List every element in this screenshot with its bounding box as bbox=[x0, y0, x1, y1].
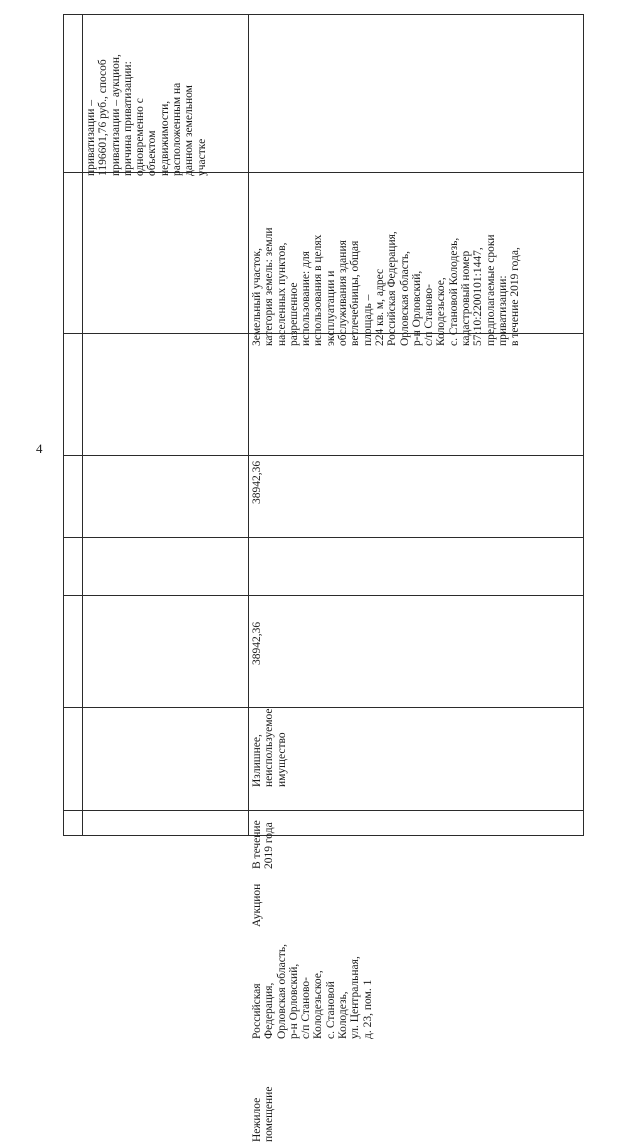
value-cell bbox=[249, 173, 584, 504]
value-cell bbox=[249, 334, 584, 665]
land-plot-text: Земельный участок, категория земель: земли населенных пунктов, разрешенное использование: для использования в целях эксплуатации и обслуживания здания ветлечебницы, общая площадь – 224 кв. м, адрес Российская Федерация, Орловская область, р-н Орловский, с/п Станово- Колодезьское, с. Становой Колодезь, кадастровый номер 57:10:2200101:1447, предполагаемые сроки приватизации: в течение 2019 года, bbox=[251, 227, 522, 346]
method-text: Аукцион bbox=[251, 883, 263, 927]
reason-text: Излишнее, неиспользуемое имущество bbox=[251, 708, 288, 787]
value-text: 38942,36 bbox=[251, 460, 263, 504]
term-text: В течение 2019 года bbox=[251, 820, 276, 869]
value-text: 38942,36 bbox=[251, 621, 263, 665]
continuation-cell bbox=[83, 15, 248, 176]
land-plot-cell bbox=[249, 15, 584, 346]
page-number: 4 bbox=[36, 441, 43, 456]
name-text: Нежилое помещение bbox=[251, 1086, 276, 1142]
continuation-text: приватизации – 1196601,76 руб., способ приватизации – аукцион, причина приватизации: одновременно с объектом недвижимости, расположенным на данном земельном участке bbox=[85, 54, 208, 176]
privatization-table bbox=[63, 14, 584, 1142]
address-text: Российская Федерация, Орловская область, р-н Орловский, с/п Станово- Колодезьское, с. Становой Колодезь, ул. Центральная, д. 23, пом. 1 bbox=[251, 944, 374, 1039]
